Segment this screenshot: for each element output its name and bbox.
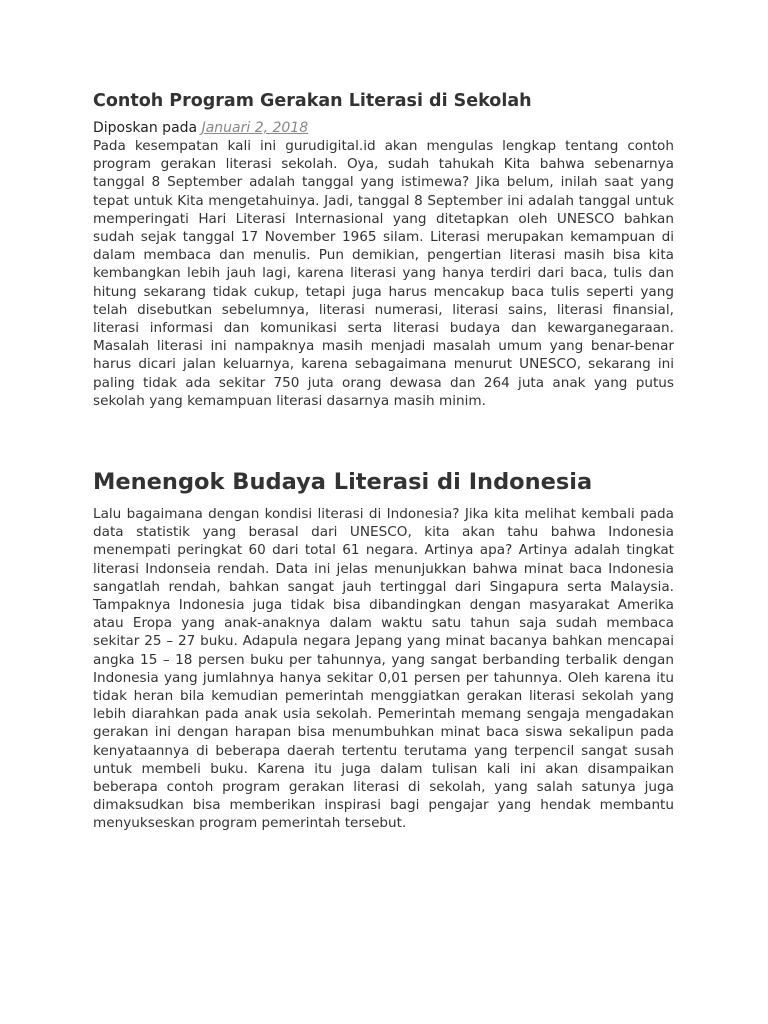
- intro-paragraph: Pada kesempatan kali ini gurudigital.id akan mengulas lengkap tentang contoh program gerakan literasi sekolah. Oya, sudah tahukah Kita bahwa sebenarnya tanggal 8 September adalah tanggal yang istimewa? Jika belum, inilah saat yang tepat untuk Kita mengetahuinya. Jadi, tanggal 8 September ini adalah tanggal untuk memperingati Hari Literasi Internasional yang ditetapkan oleh UNESCO bahkan sudah sejak tanggal 17 November 1965 silam. Literasi merupakan kemampuan di dalam membaca dan menulis. Pun demikian, pengertian literasi masih bisa kita kembangkan lebih jauh lagi, karena literasi yang hanya terdiri dari baca, tulis dan hitung sekarang tidak cukup, tetapi juga harus mencakup baca tulis seperti yang telah disebutkan sebelumnya, literasi numerasi, literasi sains, literasi finansial, literasi informasi dan komunikasi serta literasi budaya dan kewarganegaraan. Masalah literasi ini nampaknya masih menjadi masalah umum yang benar-benar harus dicari jalan keluarnya, karena sebagaimana menurut UNESCO, sekarang ini paling tidak ada sekitar 750 juta orang dewasa dan 264 juta anak yang putus sekolah yang kemampuan literasi dasarnya masih minim.: [93, 138, 674, 409]
- posted-prefix: Diposkan pada: [93, 120, 198, 136]
- posted-date-link[interactable]: Januari 2, 2018: [201, 120, 309, 136]
- section-paragraph: Lalu bagaimana dengan kondisi literasi di Indonesia? Jika kita melihat kembali pada data statistik yang berasal dari UNESCO, kita akan tahu bahwa Indonesia menempati peringkat 60 dari total 61 negara. Artinya apa? Artinya adalah tingkat literasi Indonseia rendah. Data ini jelas menunjukkan bahwa minat baca Indonesia sangatlah rendah, bahkan sangat jauh tertinggal dari Singapura serta Malaysia. Tampaknya Indonesia juga tidak bisa dibandingkan dengan masyarakat Amerika atau Eropa yang anak-anaknya dalam waktu satu tahun saja sudah membaca sekitar 25 – 27 buku. Adapula negara Jepang yang minat bacanya bahkan mencapai angka 15 – 18 persen buku per tahunnya, yang sangat berbanding terbalik dengan Indonesia yang jumlahnya hanya sekitar 0,01 persen per tahunnya. Oleh karena itu tidak heran bila kemudian pemerintah menggiatkan gerakan literasi sekolah yang lebih diarahkan pada anak usia sekolah. Pemerintah memang sengaja mengadakan gerakan ini dengan harapan bisa menumbuhkan minat baca siswa sekalipun pada kenyataannya di beberapa daerah tertentu terutama yang terpencil sangat susah untuk membeli buku. Karena itu juga dalam tulisan kali ini akan disampaikan beberapa contoh program gerakan literasi di sekolah, yang salah satunya juga dimaksudkan bisa memberikan inspirasi bagi pengajar yang hendak membantu menyukseskan program pemerintah tersebut.: [93, 506, 674, 832]
- section-heading: Menengok Budaya Literasi di Indonesia: [93, 469, 593, 495]
- article-title: Contoh Program Gerakan Literasi di Sekolah: [93, 91, 532, 111]
- post-meta: [93, 119, 308, 137]
